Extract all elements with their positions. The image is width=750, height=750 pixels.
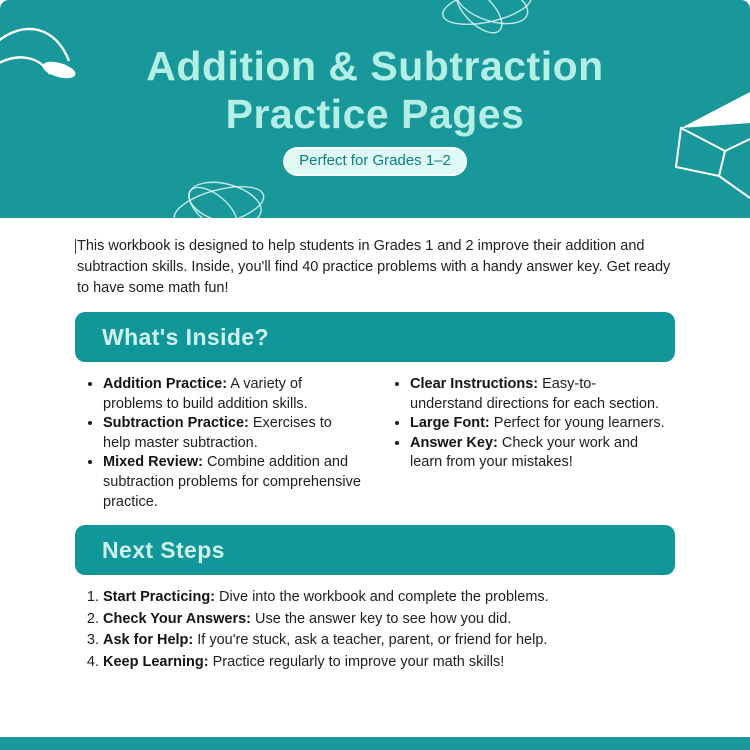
- list-item: • Clear Instructions: Easy-to-understand directions for each section.: [410, 375, 672, 414]
- header-banner: [0, 0, 750, 218]
- list-item: • Large Font: Perfect for young learners.: [410, 414, 672, 434]
- list-item: 3. Ask for Help: If you're stuck, ask a teacher, parent, or friend for help.: [103, 630, 703, 652]
- list-item: 1. Start Practicing: Dive into the workbook and complete the problems.: [103, 587, 703, 609]
- whats-inside-heading: What's Inside?: [102, 323, 269, 350]
- list-item: • Mixed Review: Combine addition and subtraction problems for comprehensive practice.: [103, 453, 365, 512]
- list-item: • Answer Key: Check your work and learn from your mistakes!: [410, 434, 672, 473]
- section-heading-next-steps: [75, 525, 675, 575]
- list-item: 2. Check Your Answers: Use the answer key to see how you did.: [103, 609, 703, 631]
- section-heading-whats-inside: [75, 312, 675, 362]
- scribble-doodle-bottom: [170, 175, 268, 218]
- whats-inside-list-right: [392, 375, 672, 512]
- list-item: 4. Keep Learning: Practice regularly to improve your math skills!: [103, 652, 703, 674]
- whats-inside-columns: [85, 375, 685, 512]
- intro-paragraph[interactable]: This workbook is designed to help students in Grades 1 and 2 improve their addition and subtraction skills. Inside, you'll find 40 practice problems with a handy answer key. Get ready to have some math fun!: [77, 238, 671, 296]
- next-steps-heading: Next Steps: [102, 536, 225, 563]
- next-steps-list: [77, 587, 703, 673]
- page-title-line2: Practice Pages: [225, 91, 525, 137]
- footer-band: [0, 737, 750, 750]
- grade-badge: Perfect for Grades 1–2: [283, 147, 467, 176]
- page-title-line1: Addition & Subtraction: [146, 43, 604, 89]
- text-cursor: [75, 239, 76, 254]
- page-title: [0, 0, 750, 138]
- list-item: • Addition Practice: A variety of problems to build addition skills.: [103, 375, 365, 414]
- list-item: • Subtraction Practice: Exercises to help master subtraction.: [103, 414, 365, 453]
- whats-inside-list-left: [85, 375, 365, 512]
